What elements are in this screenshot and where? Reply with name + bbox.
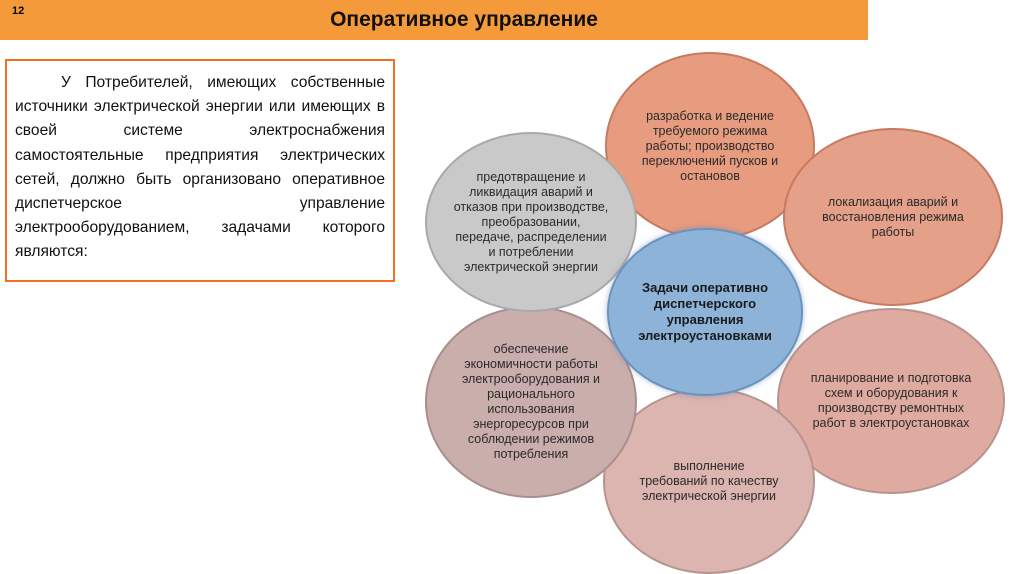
task-label: локализация аварий и восстановления режима работы <box>822 194 964 239</box>
task-circle-left-top <box>425 132 637 312</box>
task-label: выполнение требований по качеству электрической энергии <box>639 458 779 503</box>
task-label: предотвращение и ликвидация аварий и отказов при производстве, преобразовании, передаче, распределении и потреблении электрической энергии <box>453 169 609 274</box>
task-label: разработка и ведение требуемого режима работы; производство переключений пусков и остановов <box>641 108 779 183</box>
task-label: планирование и подготовка схем и оборудования к производству ремонтных работ в электроустановках <box>810 371 972 430</box>
page-title: Оперативное управление <box>330 8 598 31</box>
intro-text-box <box>5 59 395 282</box>
task-label: обеспечение экономичности работы электрооборудования и рационального использования энергоресурсов при соблюдении режимов потребления <box>461 342 601 461</box>
center-label: Задачи оперативно диспетчерского управления электроустановками <box>638 280 772 343</box>
tasks-diagram <box>415 40 1015 574</box>
task-circle-right-top <box>783 128 1003 306</box>
task-circle-left-bottom <box>425 306 637 498</box>
slide-number: 12 <box>12 5 25 17</box>
intro-paragraph: У Потребителей, имеющих собственные источники электрической энергии или имеющих в своей системе электроснабжения самостоятельные предприятия электрических сетей, должно быть организовано оперативное диспетчерское управление электрооборудованием, задачами которого являются: <box>15 74 385 261</box>
center-circle <box>607 228 803 396</box>
